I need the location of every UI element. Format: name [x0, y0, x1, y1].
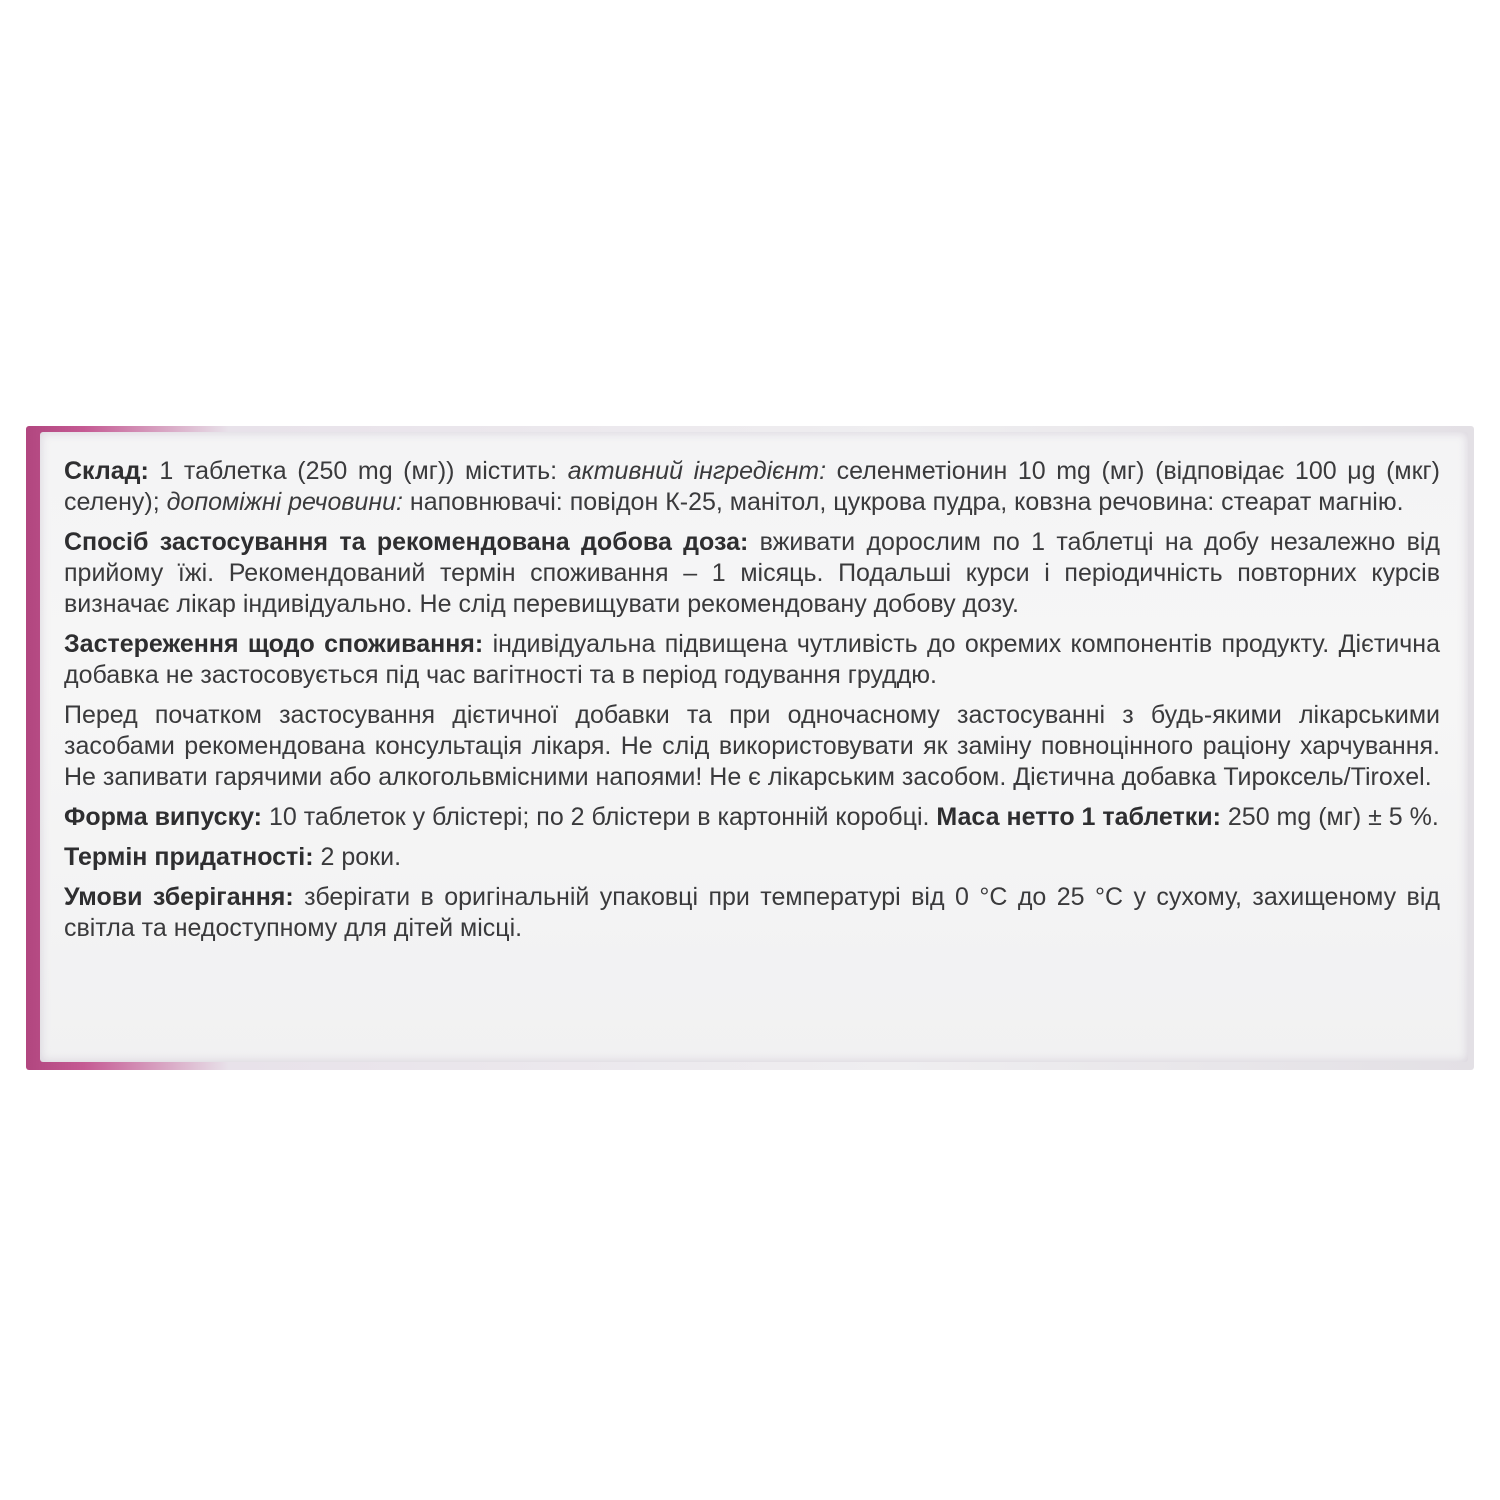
net-weight-text: 250 mg (мг) ± 5 %.: [1220, 803, 1439, 831]
shelf-life-text: 2 роки.: [313, 843, 402, 871]
label-text: [64, 456, 1440, 953]
storage-label: Умови зберігання:: [64, 883, 294, 911]
usage-label: Спосіб застосування та рекомендована добова доза:: [64, 528, 749, 556]
storage-paragraph: [64, 882, 1440, 944]
usage-text: вживати дорослим по 1 таблетці на добу незалежно від прийому їжі. Рекомендований термін споживання – 1 місяць. Подальші курси і періодичність повторних курсів визначає лікар індивідуально. Не слід перевищувати рекомендовану добову дозу.: [64, 528, 1440, 618]
composition-text-3: наповнювачі: повідон К-25, манітол, цукрова пудра, ковзна речовина: стеарат магнію.: [402, 488, 1404, 516]
notice-text: Перед початком застосування дієтичної добавки та при одночасному застосуванні з будь-якими лікарськими засобами рекомендована консультація лікаря. Не слід використовувати як заміну повноцінного раціону харчування. Не запивати гарячими або алкогольвмісними напоями! Не є лікарським засобом. Дієтична добавка Тироксель/Tiroxel.: [64, 701, 1440, 791]
release-form-paragraph: [64, 802, 1440, 833]
net-weight-label: Маса нетто 1 таблетки:: [936, 803, 1221, 831]
release-form-label: Форма випуску:: [64, 803, 262, 831]
composition-text-2: селенметіонин 10 mg (мг) (відповідає 100 μg (мкг) селену);: [64, 457, 1440, 516]
active-ingredient-label: активний інгредієнт:: [567, 457, 827, 485]
warnings-text: індивідуальна підвищена чутливість до окремих компонентів продукту. Дієтична добавка не застосовується під час вагітності та в період годування груддю.: [64, 630, 1440, 689]
shelf-life-label: Термін придатності:: [64, 843, 314, 871]
composition-text-1: 1 таблетка (250 mg (мг)) містить:: [148, 457, 568, 485]
composition-label: Склад:: [64, 457, 149, 485]
warnings-paragraph: [64, 629, 1440, 691]
shelf-life-paragraph: [64, 842, 1440, 873]
storage-text: зберігати в оригінальній упаковці при температурі від 0 °С до 25 °С у сухому, захищеному від світла та недоступному для дітей місці.: [64, 883, 1440, 942]
notice-paragraph: [64, 700, 1440, 793]
composition-paragraph: [64, 456, 1440, 518]
excipients-label: допоміжні речовини:: [166, 488, 403, 516]
release-form-text: 10 таблеток у блістері; по 2 блістери в картонній коробці.: [262, 803, 937, 831]
usage-paragraph: [64, 527, 1440, 620]
warnings-label: Застереження щодо споживання:: [64, 630, 484, 658]
